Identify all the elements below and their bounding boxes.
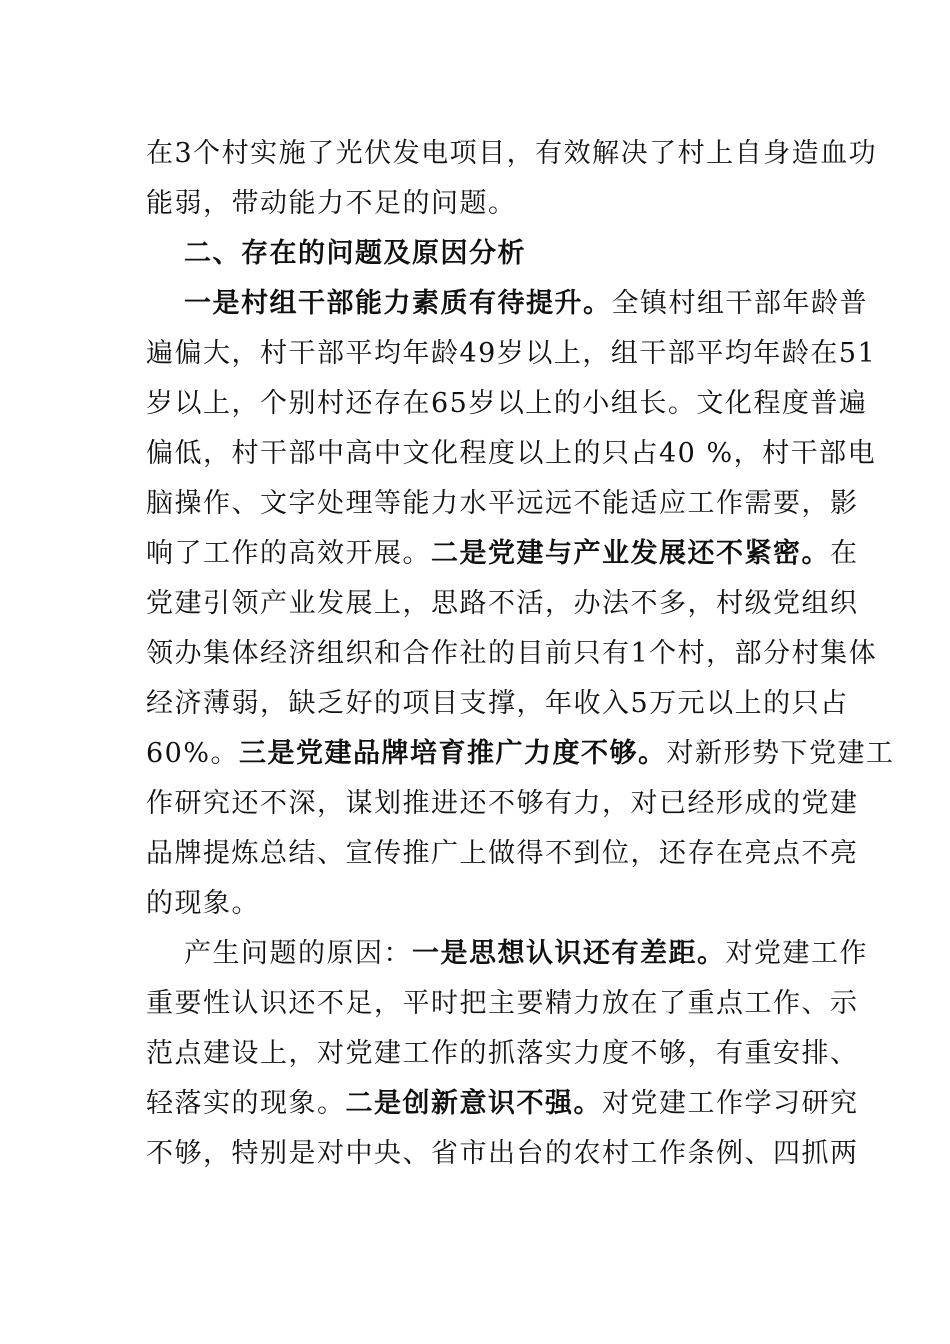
text-run: 60%。 xyxy=(146,738,240,769)
text-line xyxy=(146,629,878,679)
text-run: 在 xyxy=(830,538,859,569)
text-run: 轻落实的现象。 xyxy=(146,1088,346,1119)
section-heading xyxy=(184,229,864,279)
text-line xyxy=(146,679,849,729)
text-line xyxy=(146,1079,859,1129)
text-run: 党建引领产业发展上，思路不活，办法不多，村级党组织 xyxy=(146,588,859,619)
text-line xyxy=(146,1129,859,1179)
bold-lead: 二是创新意识不强。 xyxy=(345,1088,602,1119)
text-line xyxy=(184,279,868,329)
text-line xyxy=(146,329,877,379)
text-run: 全镇村组干部年龄普 xyxy=(611,288,868,319)
bold-lead: 一是思想认识还有差距。 xyxy=(412,938,726,969)
heading-text: 二、存在的问题及原因分析 xyxy=(184,238,526,269)
text-line xyxy=(146,579,859,629)
text-line xyxy=(184,929,868,979)
text-line xyxy=(146,479,859,529)
text-run: 能弱，带动能力不足的问题。 xyxy=(146,188,517,219)
text-line xyxy=(146,179,826,229)
text-run: 作研究还不深，谋划推进还不够有力，对已经形成的党建 xyxy=(146,788,859,819)
text-run: 遍偏大，村干部平均年龄49岁以上，组干部平均年龄在51 xyxy=(146,338,877,369)
text-run: 经济薄弱，缺乏好的项目支撑，年收入5万元以上的只占 xyxy=(146,688,849,719)
bold-lead: 一是村组干部能力素质有待提升。 xyxy=(184,288,612,319)
bold-lead: 三是党建品牌培育推广力度不够。 xyxy=(239,738,667,769)
text-run: 在3个村实施了光伏发电项目，有效解决了村上自身造血功 xyxy=(146,138,878,169)
text-run: 产生问题的原因： xyxy=(184,938,412,969)
text-run: 对党建工作 xyxy=(725,938,868,969)
text-run: 重要性认识还不足，平时把主要精力放在了重点工作、示 xyxy=(146,988,859,1019)
text-run: 的现象。 xyxy=(146,888,260,919)
text-run: 领办集体经济组织和合作社的目前只有1个村，部分村集体 xyxy=(146,638,878,669)
text-run: 范点建设上，对党建工作的抓落实力度不够，有重安排、 xyxy=(146,1038,859,1069)
text-run: 对党建工作学习研究 xyxy=(602,1088,859,1119)
text-line xyxy=(146,1029,859,1079)
text-line xyxy=(146,879,826,929)
text-run: 脑操作、文字处理等能力水平远远不能适应工作需要，影 xyxy=(146,488,859,519)
text-line xyxy=(146,529,859,579)
text-run: 不够，特别是对中央、省市出台的农村工作条例、四抓两 xyxy=(146,1138,859,1169)
text-run: 品牌提炼总结、宣传推广上做得不到位，还存在亮点不亮 xyxy=(146,838,859,869)
text-line xyxy=(146,779,859,829)
text-line xyxy=(146,829,859,879)
text-run: 对新形势下党建工 xyxy=(666,738,895,769)
text-line xyxy=(146,979,859,1029)
bold-lead: 二是党建与产业发展还不紧密。 xyxy=(431,538,830,569)
text-run: 偏低，村干部中高中文化程度以上的只占40 %，村干部电 xyxy=(146,438,877,469)
text-run: 岁以上，个别村还存在65岁以上的小组长。文化程度普遍 xyxy=(146,388,868,419)
text-line xyxy=(146,729,895,779)
text-run: 响了工作的高效开展。 xyxy=(146,538,431,569)
text-line xyxy=(146,379,868,429)
text-line xyxy=(146,429,877,479)
text-line xyxy=(146,129,878,179)
